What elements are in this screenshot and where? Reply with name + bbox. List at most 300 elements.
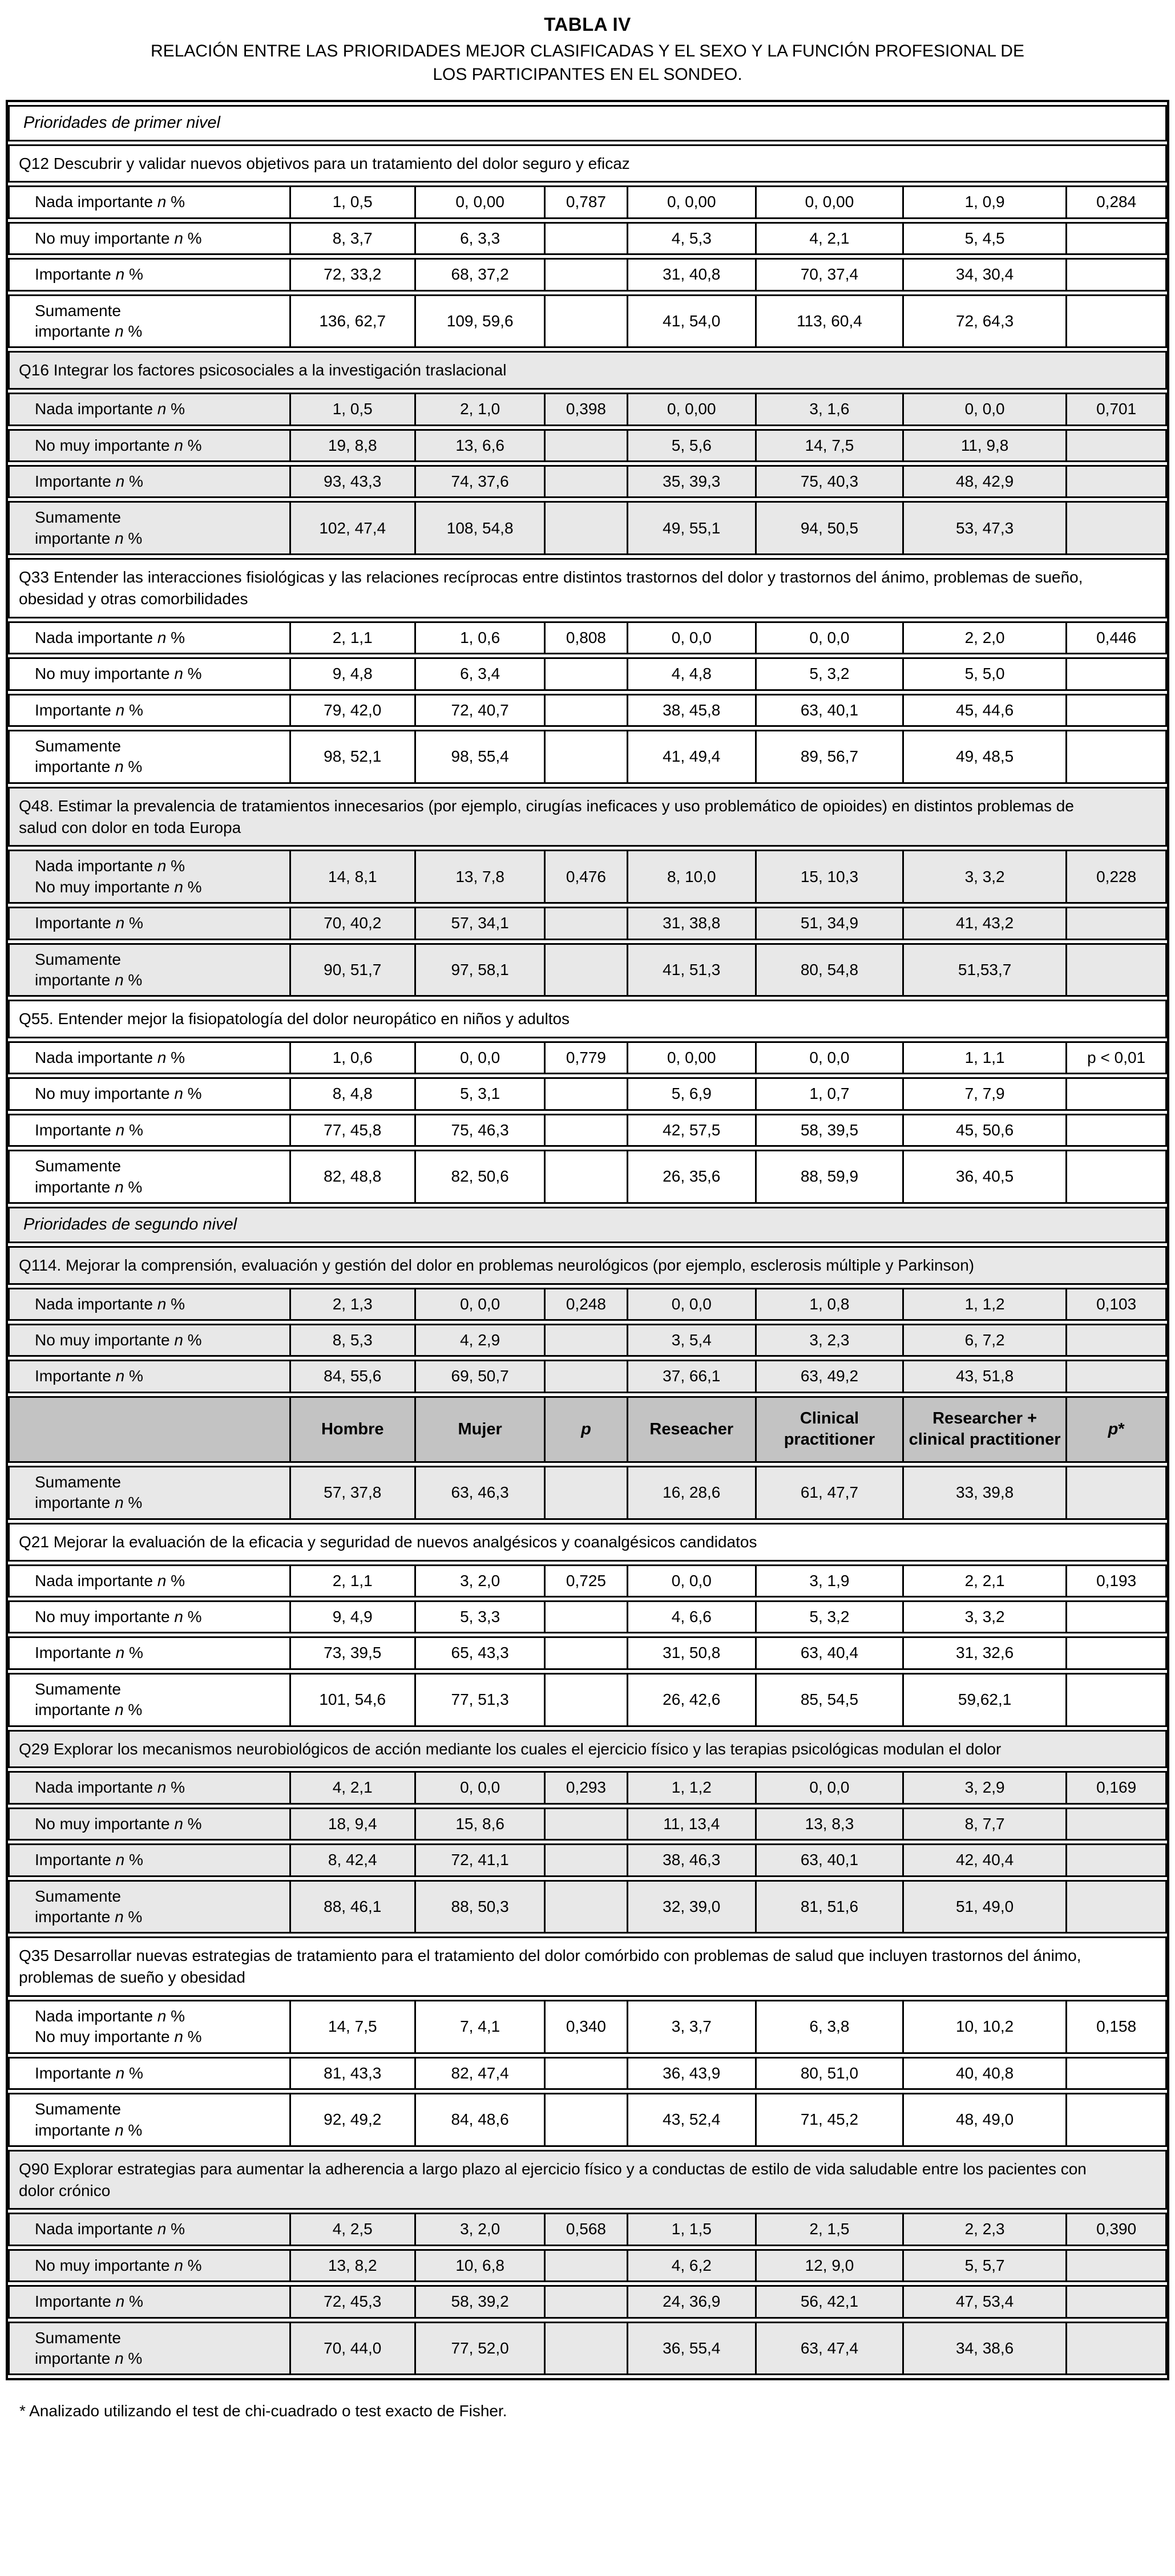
row-label: Nada importante n % bbox=[8, 1771, 291, 1804]
value-cell: 10, 6,8 bbox=[416, 2249, 546, 2282]
value-cell: p < 0,01 bbox=[1067, 1041, 1167, 1074]
value-cell bbox=[546, 465, 628, 498]
value-cell bbox=[1067, 294, 1167, 349]
data-row bbox=[8, 2285, 1167, 2318]
value-cell: 0, 0,0 bbox=[757, 621, 904, 654]
value-cell: 1, 0,9 bbox=[904, 185, 1067, 219]
value-cell: 1, 0,5 bbox=[291, 185, 416, 219]
value-cell: 2, 2,3 bbox=[904, 2213, 1067, 2246]
value-cell: 63, 40,1 bbox=[757, 694, 904, 727]
value-cell: 2, 2,0 bbox=[904, 621, 1067, 654]
value-cell bbox=[1067, 943, 1167, 997]
value-cell bbox=[1067, 1843, 1167, 1877]
data-row bbox=[8, 657, 1167, 690]
value-cell bbox=[1067, 1807, 1167, 1841]
value-cell: 80, 51,0 bbox=[757, 2057, 904, 2090]
value-cell bbox=[1067, 657, 1167, 690]
value-cell: 45, 50,6 bbox=[904, 1114, 1067, 1147]
value-cell: 3, 3,2 bbox=[904, 1600, 1067, 1633]
value-cell: 1, 1,1 bbox=[904, 1041, 1067, 1074]
value-cell: 51, 49,0 bbox=[904, 1880, 1067, 1934]
row-label: Importante n % bbox=[8, 1843, 291, 1877]
value-cell bbox=[546, 2285, 628, 2318]
value-cell: 7, 4,1 bbox=[416, 2000, 546, 2054]
value-cell: 4, 6,2 bbox=[628, 2249, 757, 2282]
value-cell: 82, 50,6 bbox=[416, 1150, 546, 1204]
question-title: Q90 Explorar estrategias para aumentar la adherencia a largo plazo al ejercicio físico y a conductas de estilo de vida saludable entre los pacientes con dolor crónico bbox=[8, 2150, 1167, 2210]
table-subtitle: RELACIÓN ENTRE LAS PRIORIDADES MEJOR CLASIFICADAS Y EL SEXO Y LA FUNCIÓN PROFESIONAL DE LOS PARTICIPANTES EN EL SONDEO. bbox=[151, 42, 1024, 84]
table-title: TABLA IV bbox=[544, 14, 631, 35]
value-cell bbox=[546, 1880, 628, 1934]
value-cell: 97, 58,1 bbox=[416, 943, 546, 997]
value-cell: 1, 1,2 bbox=[904, 1288, 1067, 1321]
value-cell: 12, 9,0 bbox=[757, 2249, 904, 2282]
data-row bbox=[8, 1150, 1167, 1204]
value-cell: 63, 47,4 bbox=[757, 2322, 904, 2376]
value-cell: 31, 40,8 bbox=[628, 258, 757, 291]
value-cell bbox=[1067, 429, 1167, 462]
column-header-researcher-clinical-practitioner: Researcher + clinical practitioner bbox=[904, 1396, 1067, 1463]
value-cell: 37, 66,1 bbox=[628, 1360, 757, 1393]
value-cell: 0, 0,0 bbox=[628, 1564, 757, 1598]
value-cell: 31, 32,6 bbox=[904, 1636, 1067, 1669]
data-row bbox=[8, 294, 1167, 349]
value-cell bbox=[1067, 730, 1167, 784]
value-cell: 72, 40,7 bbox=[416, 694, 546, 727]
row-label: No muy importante n % bbox=[8, 657, 291, 690]
value-cell: 41, 54,0 bbox=[628, 294, 757, 349]
data-row bbox=[8, 2000, 1167, 2054]
priorities-table bbox=[6, 100, 1169, 2380]
value-cell: 72, 64,3 bbox=[904, 294, 1067, 349]
data-row bbox=[8, 465, 1167, 498]
value-cell: 0,340 bbox=[546, 2000, 628, 2054]
value-cell: 26, 35,6 bbox=[628, 1150, 757, 1204]
value-cell: 77, 52,0 bbox=[416, 2322, 546, 2376]
value-cell: 43, 52,4 bbox=[628, 2093, 757, 2147]
value-cell: 63, 40,1 bbox=[757, 1843, 904, 1877]
value-cell: 72, 33,2 bbox=[291, 258, 416, 291]
data-row bbox=[8, 694, 1167, 727]
value-cell: 3, 2,0 bbox=[416, 2213, 546, 2246]
value-cell: 0,725 bbox=[546, 1564, 628, 1598]
question-title: Q21 Mejorar la evaluación de la eficacia y seguridad de nuevos analgésicos y coanalgésicos candidatos bbox=[8, 1523, 1167, 1562]
value-cell: 0,193 bbox=[1067, 1564, 1167, 1598]
value-cell bbox=[1067, 1673, 1167, 1727]
value-cell bbox=[546, 1807, 628, 1841]
value-cell: 2, 1,3 bbox=[291, 1288, 416, 1321]
value-cell: 32, 39,0 bbox=[628, 1880, 757, 1934]
value-cell: 15, 10,3 bbox=[757, 850, 904, 904]
value-cell bbox=[546, 222, 628, 255]
row-label: Nada importante n % bbox=[8, 1564, 291, 1598]
value-cell: 3, 3,2 bbox=[904, 850, 1067, 904]
value-cell bbox=[546, 1843, 628, 1877]
question-title-row bbox=[8, 1523, 1167, 1562]
value-cell: 102, 47,4 bbox=[291, 501, 416, 555]
value-cell: 5, 3,1 bbox=[416, 1077, 546, 1110]
row-label: Nada importante n % No muy importante n % bbox=[8, 2000, 291, 2054]
value-cell: 0, 0,0 bbox=[757, 1771, 904, 1804]
value-cell: 81, 43,3 bbox=[291, 2057, 416, 2090]
data-row bbox=[8, 850, 1167, 904]
value-cell: 3, 2,3 bbox=[757, 1324, 904, 1357]
value-cell bbox=[546, 1324, 628, 1357]
column-header-row bbox=[8, 1396, 1167, 1463]
value-cell: 0,568 bbox=[546, 2213, 628, 2246]
data-row bbox=[8, 2322, 1167, 2376]
value-cell: 85, 54,5 bbox=[757, 1673, 904, 1727]
data-row bbox=[8, 2057, 1167, 2090]
value-cell: 36, 43,9 bbox=[628, 2057, 757, 2090]
value-cell: 3, 3,7 bbox=[628, 2000, 757, 2054]
value-cell: 68, 37,2 bbox=[416, 258, 546, 291]
value-cell: 98, 55,4 bbox=[416, 730, 546, 784]
value-cell: 98, 52,1 bbox=[291, 730, 416, 784]
value-cell bbox=[1067, 1466, 1167, 1520]
value-cell bbox=[1067, 1077, 1167, 1110]
value-cell: 11, 9,8 bbox=[904, 429, 1067, 462]
data-row bbox=[8, 1466, 1167, 1520]
value-cell: 49, 48,5 bbox=[904, 730, 1067, 784]
value-cell: 8, 3,7 bbox=[291, 222, 416, 255]
data-row bbox=[8, 501, 1167, 555]
value-cell: 13, 7,8 bbox=[416, 850, 546, 904]
row-label: Sumamente importante n % bbox=[8, 2322, 291, 2376]
level-header-row bbox=[8, 105, 1167, 141]
question-title: Q48. Estimar la prevalencia de tratamientos innecesarios (por ejemplo, cirugías ineficaces y uso problemático de opioides) en distintos problemas de salud con dolor en toda Europa bbox=[8, 787, 1167, 847]
question-title-row bbox=[8, 1730, 1167, 1769]
row-label: Sumamente importante n % bbox=[8, 1150, 291, 1204]
table-footnote: * Analizado utilizando el test de chi-cuadrado o test exacto de Fisher. bbox=[19, 2402, 507, 2420]
data-row bbox=[8, 1114, 1167, 1147]
value-cell: 6, 3,4 bbox=[416, 657, 546, 690]
row-label: Importante n % bbox=[8, 258, 291, 291]
value-cell: 13, 6,6 bbox=[416, 429, 546, 462]
value-cell bbox=[1067, 501, 1167, 555]
data-row bbox=[8, 1636, 1167, 1669]
column-header-empty bbox=[8, 1396, 291, 1463]
value-cell: 42, 57,5 bbox=[628, 1114, 757, 1147]
value-cell: 9, 4,9 bbox=[291, 1600, 416, 1633]
data-row bbox=[8, 1807, 1167, 1841]
row-label: Importante n % bbox=[8, 465, 291, 498]
row-label: No muy importante n % bbox=[8, 1077, 291, 1110]
value-cell: 80, 54,8 bbox=[757, 943, 904, 997]
value-cell: 0,103 bbox=[1067, 1288, 1167, 1321]
value-cell bbox=[1067, 694, 1167, 727]
value-cell: 88, 59,9 bbox=[757, 1150, 904, 1204]
data-row bbox=[8, 1880, 1167, 1934]
data-row bbox=[8, 258, 1167, 291]
value-cell bbox=[546, 943, 628, 997]
value-cell: 2, 1,0 bbox=[416, 393, 546, 426]
value-cell: 7, 7,9 bbox=[904, 1077, 1067, 1110]
value-cell: 4, 2,5 bbox=[291, 2213, 416, 2246]
value-cell: 69, 50,7 bbox=[416, 1360, 546, 1393]
value-cell: 0,284 bbox=[1067, 185, 1167, 219]
question-title: Q33 Entender las interacciones fisiológicas y las relaciones recíprocas entre distintos trastornos del dolor y trastornos del ánimo, problemas de sueño, obesidad y otras comorbilidades bbox=[8, 558, 1167, 618]
value-cell: 109, 59,6 bbox=[416, 294, 546, 349]
data-row bbox=[8, 222, 1167, 255]
value-cell bbox=[546, 258, 628, 291]
value-cell: 35, 39,3 bbox=[628, 465, 757, 498]
question-title-row bbox=[8, 2150, 1167, 2210]
value-cell: 3, 2,9 bbox=[904, 1771, 1067, 1804]
value-cell: 13, 8,3 bbox=[757, 1807, 904, 1841]
value-cell: 38, 45,8 bbox=[628, 694, 757, 727]
value-cell: 0,779 bbox=[546, 1041, 628, 1074]
question-title: Q16 Integrar los factores psicosociales a la investigación traslacional bbox=[8, 351, 1167, 390]
value-cell: 71, 45,2 bbox=[757, 2093, 904, 2147]
value-cell: 70, 40,2 bbox=[291, 907, 416, 940]
question-title: Q55. Entender mejor la fisiopatología del dolor neuropático en niños y adultos bbox=[8, 1000, 1167, 1038]
question-title-row bbox=[8, 1246, 1167, 1285]
row-label: Nada importante n % bbox=[8, 185, 291, 219]
column-header-mujer: Mujer bbox=[416, 1396, 546, 1463]
value-cell: 79, 42,0 bbox=[291, 694, 416, 727]
value-cell: 16, 28,6 bbox=[628, 1466, 757, 1520]
value-cell: 1, 0,6 bbox=[416, 621, 546, 654]
row-label: Nada importante n % bbox=[8, 1041, 291, 1074]
value-cell: 1, 0,8 bbox=[757, 1288, 904, 1321]
value-cell: 43, 51,8 bbox=[904, 1360, 1067, 1393]
value-cell: 14, 7,5 bbox=[757, 429, 904, 462]
data-row bbox=[8, 2093, 1167, 2147]
value-cell: 1, 0,7 bbox=[757, 1077, 904, 1110]
value-cell: 5, 5,6 bbox=[628, 429, 757, 462]
row-label: No muy importante n % bbox=[8, 222, 291, 255]
value-cell bbox=[1067, 2249, 1167, 2282]
value-cell: 4, 6,6 bbox=[628, 1600, 757, 1633]
value-cell: 0,248 bbox=[546, 1288, 628, 1321]
value-cell bbox=[1067, 1636, 1167, 1669]
data-row bbox=[8, 1673, 1167, 1727]
data-row bbox=[8, 943, 1167, 997]
data-row bbox=[8, 1771, 1167, 1804]
value-cell: 18, 9,4 bbox=[291, 1807, 416, 1841]
value-cell: 3, 5,4 bbox=[628, 1324, 757, 1357]
value-cell: 0,169 bbox=[1067, 1771, 1167, 1804]
value-cell: 0, 0,0 bbox=[416, 1288, 546, 1321]
question-title-row bbox=[8, 1000, 1167, 1038]
value-cell: 88, 46,1 bbox=[291, 1880, 416, 1934]
value-cell: 41, 49,4 bbox=[628, 730, 757, 784]
value-cell: 72, 41,1 bbox=[416, 1843, 546, 1877]
value-cell bbox=[546, 294, 628, 349]
question-title-row bbox=[8, 1936, 1167, 1997]
value-cell: 0, 0,00 bbox=[628, 393, 757, 426]
value-cell: 136, 62,7 bbox=[291, 294, 416, 349]
value-cell: 63, 40,4 bbox=[757, 1636, 904, 1669]
data-row bbox=[8, 185, 1167, 219]
value-cell: 0,398 bbox=[546, 393, 628, 426]
data-row bbox=[8, 907, 1167, 940]
value-cell: 0, 0,0 bbox=[628, 621, 757, 654]
value-cell: 8, 7,7 bbox=[904, 1807, 1067, 1841]
value-cell bbox=[546, 730, 628, 784]
value-cell: 51, 34,9 bbox=[757, 907, 904, 940]
row-label: Nada importante n % bbox=[8, 2213, 291, 2246]
value-cell: 3, 1,9 bbox=[757, 1564, 904, 1598]
value-cell: 0, 0,00 bbox=[416, 185, 546, 219]
value-cell: 75, 40,3 bbox=[757, 465, 904, 498]
value-cell: 36, 40,5 bbox=[904, 1150, 1067, 1204]
value-cell: 63, 46,3 bbox=[416, 1466, 546, 1520]
value-cell: 33, 39,8 bbox=[904, 1466, 1067, 1520]
value-cell: 94, 50,5 bbox=[757, 501, 904, 555]
value-cell bbox=[1067, 222, 1167, 255]
row-label: No muy importante n % bbox=[8, 2249, 291, 2282]
value-cell: 40, 40,8 bbox=[904, 2057, 1067, 2090]
data-row bbox=[8, 1360, 1167, 1393]
row-label: Sumamente importante n % bbox=[8, 1673, 291, 1727]
value-cell: 73, 39,5 bbox=[291, 1636, 416, 1669]
data-row bbox=[8, 393, 1167, 426]
value-cell: 0, 0,00 bbox=[628, 1041, 757, 1074]
value-cell: 15, 8,6 bbox=[416, 1807, 546, 1841]
value-cell bbox=[1067, 2093, 1167, 2147]
value-cell: 5, 3,2 bbox=[757, 1600, 904, 1633]
value-cell: 108, 54,8 bbox=[416, 501, 546, 555]
value-cell bbox=[1067, 1880, 1167, 1934]
value-cell bbox=[546, 1673, 628, 1727]
value-cell: 5, 4,5 bbox=[904, 222, 1067, 255]
value-cell: 9, 4,8 bbox=[291, 657, 416, 690]
value-cell: 5, 5,0 bbox=[904, 657, 1067, 690]
column-header-clinical-practitioner: Clinical practitioner bbox=[757, 1396, 904, 1463]
data-row bbox=[8, 1843, 1167, 1877]
value-cell bbox=[546, 2249, 628, 2282]
value-cell: 8, 42,4 bbox=[291, 1843, 416, 1877]
data-row bbox=[8, 1041, 1167, 1074]
question-title: Q12 Descubrir y validar nuevos objetivos para un tratamiento del dolor seguro y eficaz bbox=[8, 144, 1167, 183]
value-cell bbox=[1067, 907, 1167, 940]
row-label: No muy importante n % bbox=[8, 1600, 291, 1633]
value-cell: 6, 3,8 bbox=[757, 2000, 904, 2054]
value-cell: 42, 40,4 bbox=[904, 1843, 1067, 1877]
value-cell: 51,53,7 bbox=[904, 943, 1067, 997]
value-cell: 61, 47,7 bbox=[757, 1466, 904, 1520]
value-cell bbox=[546, 2093, 628, 2147]
value-cell: 0, 0,00 bbox=[757, 185, 904, 219]
row-label: Importante n % bbox=[8, 907, 291, 940]
value-cell: 6, 3,3 bbox=[416, 222, 546, 255]
column-header-hombre: Hombre bbox=[291, 1396, 416, 1463]
value-cell: 1, 1,2 bbox=[628, 1771, 757, 1804]
data-row bbox=[8, 1600, 1167, 1633]
value-cell: 0,808 bbox=[546, 621, 628, 654]
value-cell bbox=[1067, 465, 1167, 498]
value-cell: 2, 1,1 bbox=[291, 1564, 416, 1598]
value-cell: 81, 51,6 bbox=[757, 1880, 904, 1934]
value-cell bbox=[546, 1360, 628, 1393]
value-cell: 3, 1,6 bbox=[757, 393, 904, 426]
question-title-row bbox=[8, 144, 1167, 183]
value-cell: 0, 0,0 bbox=[416, 1771, 546, 1804]
question-title-row bbox=[8, 558, 1167, 618]
value-cell: 59,62,1 bbox=[904, 1673, 1067, 1727]
value-cell: 89, 56,7 bbox=[757, 730, 904, 784]
row-label: Sumamente importante n % bbox=[8, 294, 291, 349]
value-cell: 0,476 bbox=[546, 850, 628, 904]
value-cell: 101, 54,6 bbox=[291, 1673, 416, 1727]
value-cell: 11, 13,4 bbox=[628, 1807, 757, 1841]
value-cell bbox=[546, 1150, 628, 1204]
column-header-p: p bbox=[546, 1396, 628, 1463]
value-cell bbox=[1067, 2057, 1167, 2090]
value-cell: 0, 0,0 bbox=[416, 1041, 546, 1074]
value-cell: 36, 55,4 bbox=[628, 2322, 757, 2376]
value-cell: 8, 4,8 bbox=[291, 1077, 416, 1110]
value-cell: 47, 53,4 bbox=[904, 2285, 1067, 2318]
value-cell: 0,446 bbox=[1067, 621, 1167, 654]
row-label: Importante n % bbox=[8, 694, 291, 727]
row-label: Importante n % bbox=[8, 2057, 291, 2090]
value-cell: 5, 3,3 bbox=[416, 1600, 546, 1633]
data-row bbox=[8, 730, 1167, 784]
value-cell: 26, 42,6 bbox=[628, 1673, 757, 1727]
value-cell: 2, 1,1 bbox=[291, 621, 416, 654]
value-cell: 70, 37,4 bbox=[757, 258, 904, 291]
question-title-row bbox=[8, 787, 1167, 847]
data-row bbox=[8, 1324, 1167, 1357]
question-title-row bbox=[8, 351, 1167, 390]
value-cell: 77, 51,3 bbox=[416, 1673, 546, 1727]
row-label: Sumamente importante n % bbox=[8, 1880, 291, 1934]
row-label: Importante n % bbox=[8, 2285, 291, 2318]
value-cell: 48, 42,9 bbox=[904, 465, 1067, 498]
value-cell: 0,158 bbox=[1067, 2000, 1167, 2054]
value-cell: 31, 50,8 bbox=[628, 1636, 757, 1669]
value-cell: 93, 43,3 bbox=[291, 465, 416, 498]
row-label: Nada importante n % No muy importante n % bbox=[8, 850, 291, 904]
question-title: Q114. Mejorar la comprensión, evaluación y gestión del dolor en problemas neurológicos (por ejemplo, esclerosis múltiple y Parkinson) bbox=[8, 1246, 1167, 1285]
value-cell: 72, 45,3 bbox=[291, 2285, 416, 2318]
value-cell: 31, 38,8 bbox=[628, 907, 757, 940]
value-cell: 58, 39,5 bbox=[757, 1114, 904, 1147]
value-cell: 4, 4,8 bbox=[628, 657, 757, 690]
data-row bbox=[8, 429, 1167, 462]
value-cell: 2, 1,5 bbox=[757, 2213, 904, 2246]
value-cell bbox=[1067, 1150, 1167, 1204]
value-cell: 8, 5,3 bbox=[291, 1324, 416, 1357]
value-cell: 0,293 bbox=[546, 1771, 628, 1804]
value-cell: 24, 36,9 bbox=[628, 2285, 757, 2318]
value-cell: 13, 8,2 bbox=[291, 2249, 416, 2282]
value-cell: 57, 37,8 bbox=[291, 1466, 416, 1520]
value-cell bbox=[546, 2057, 628, 2090]
value-cell: 88, 50,3 bbox=[416, 1880, 546, 1934]
value-cell: 74, 37,6 bbox=[416, 465, 546, 498]
value-cell bbox=[1067, 2322, 1167, 2376]
value-cell: 34, 38,6 bbox=[904, 2322, 1067, 2376]
row-label: Importante n % bbox=[8, 1636, 291, 1669]
row-label: Sumamente importante n % bbox=[8, 1466, 291, 1520]
value-cell bbox=[1067, 1324, 1167, 1357]
level-header: Prioridades de segundo nivel bbox=[8, 1207, 1167, 1243]
value-cell: 1, 1,5 bbox=[628, 2213, 757, 2246]
column-header-reseacher: Reseacher bbox=[628, 1396, 757, 1463]
value-cell bbox=[1067, 258, 1167, 291]
data-row bbox=[8, 621, 1167, 654]
value-cell bbox=[546, 501, 628, 555]
row-label: Nada importante n % bbox=[8, 621, 291, 654]
value-cell: 1, 0,5 bbox=[291, 393, 416, 426]
value-cell: 0, 0,00 bbox=[628, 185, 757, 219]
value-cell bbox=[546, 1466, 628, 1520]
value-cell bbox=[546, 907, 628, 940]
